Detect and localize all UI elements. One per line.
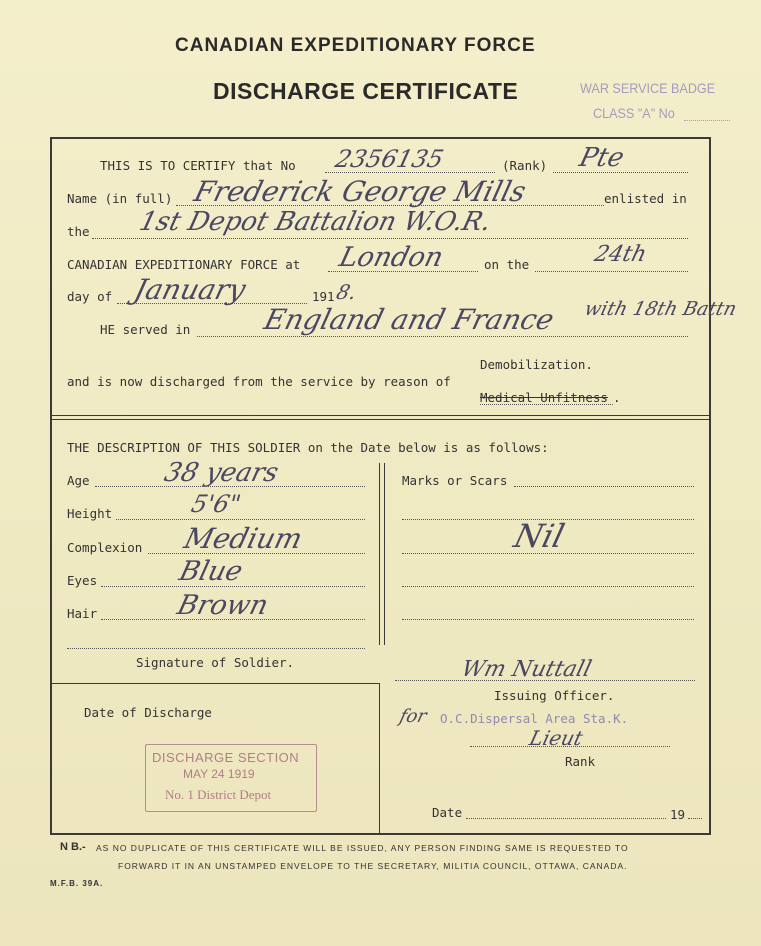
section-divider-1: [50, 415, 710, 416]
enlist-month: January: [130, 273, 250, 306]
soldier-name: Frederick George Mills: [190, 175, 530, 208]
enlisted-label: enlisted in: [604, 191, 687, 206]
dispersal-area-stamp: O.C.Dispersal Area Sta.K.: [440, 711, 629, 726]
frame-left: [50, 137, 52, 834]
unit-value: 1st Depot Battalion W.O.R.: [136, 207, 495, 237]
complexion-label: Complexion: [67, 540, 143, 555]
height-line: [116, 519, 365, 520]
column-divider-1: [379, 463, 380, 645]
served-extra: with 18th Battn: [582, 298, 739, 320]
height-value: 5'6": [188, 490, 244, 518]
unit-line: [92, 238, 688, 239]
discharged-label: and is now discharged from the service by reason of: [67, 374, 451, 389]
date-suffix: 19: [670, 807, 686, 822]
nb-line1: AS NO DUPLICATE OF THIS CERTIFICATE WILL BE ISSUED, ANY PERSON FINDING SAME IS REQUESTED TO: [96, 843, 629, 853]
regimental-number: 2356135: [332, 145, 447, 173]
date-label: Date: [432, 805, 463, 820]
reason-line: [480, 404, 613, 405]
discharge-box-top: [50, 683, 380, 684]
rank-line: [553, 172, 688, 173]
badge-number-line: [684, 120, 730, 121]
column-divider-2: [384, 463, 385, 645]
officer-rank-signed: Lieut: [527, 726, 586, 750]
nb-label: N B.-: [60, 841, 86, 853]
frame-right: [709, 137, 711, 834]
certificate-title: DISCHARGE CERTIFICATE: [213, 78, 519, 104]
the-label: the: [67, 224, 90, 239]
hair-label: Hair: [67, 606, 98, 621]
form-number: M.F.B. 39A.: [50, 879, 104, 888]
eyes-value: Blue: [176, 556, 246, 587]
date-of-discharge-label: Date of Discharge: [84, 705, 212, 720]
certify-prefix: THIS IS TO CERTIFY that No: [100, 158, 296, 173]
issuing-officer-label: Issuing Officer.: [494, 688, 615, 703]
description-heading: THE DESCRIPTION OF THIS SOLDIER on the Date below is as follows:: [67, 440, 549, 455]
officer-signature: Wm Nuttall: [458, 657, 594, 682]
badge-line1: WAR SERVICE BADGE: [580, 80, 716, 96]
nb-line2: FORWARD IT IN AN UNSTAMPED ENVELOPE TO THE SECRETARY, MILITIA COUNCIL, OTTAWA, CANADA.: [118, 861, 628, 871]
rank-value: Pte: [576, 143, 628, 173]
hair-value: Brown: [174, 590, 272, 621]
enlist-place: London: [336, 242, 447, 273]
age-value: 38 years: [161, 458, 282, 488]
eyes-label: Eyes: [67, 573, 98, 588]
day-of-label: day of: [67, 289, 113, 304]
year-suffix: 8.: [334, 280, 360, 304]
section-divider-2: [50, 419, 710, 420]
soldier-signature-line: [67, 648, 365, 649]
stamp-line3: No. 1 District Depot: [165, 787, 272, 802]
rank-label: (Rank): [502, 158, 548, 173]
discharge-box-right: [379, 683, 380, 834]
marks-line-1: [514, 486, 694, 487]
signature-label: Signature of Soldier.: [136, 655, 295, 670]
date-line: [466, 818, 666, 819]
rank-signature-line: [470, 746, 670, 747]
on-the-label: on the: [484, 257, 530, 272]
reason-period: .: [613, 390, 621, 405]
marks-line-5: [402, 619, 694, 620]
reason-struck: Medical Unfitness: [480, 390, 608, 405]
day-line: [535, 271, 688, 272]
stamp-date: MAY 24 1919: [183, 767, 255, 781]
name-label: Name (in full): [67, 191, 173, 206]
badge-line2: CLASS "A" No: [593, 105, 675, 121]
cef-label: CANADIAN EXPEDITIONARY FORCE at: [67, 257, 301, 272]
served-in-value: England and France: [260, 303, 558, 336]
marks-value: Nil: [510, 517, 569, 555]
for-word: for: [397, 706, 429, 727]
age-label: Age: [67, 473, 90, 488]
served-label: HE served in: [100, 322, 191, 337]
marks-label: Marks or Scars: [402, 473, 508, 488]
frame-top: [50, 137, 710, 139]
force-title: CANADIAN EXPEDITIONARY FORCE: [175, 35, 536, 56]
officer-rank-label: Rank: [565, 754, 596, 769]
date-suffix-line: [688, 818, 702, 819]
stamp-line1: DISCHARGE SECTION: [152, 750, 300, 765]
frame-bottom: [50, 833, 711, 835]
height-label: Height: [67, 506, 113, 521]
enlist-day: 24th: [591, 242, 650, 267]
demob-text: Demobilization.: [480, 357, 593, 372]
complexion-value: Medium: [180, 522, 306, 555]
officer-signature-line: [395, 680, 695, 681]
served-line: [197, 336, 688, 337]
year-prefix: 191: [312, 289, 335, 304]
marks-line-4: [402, 586, 694, 587]
